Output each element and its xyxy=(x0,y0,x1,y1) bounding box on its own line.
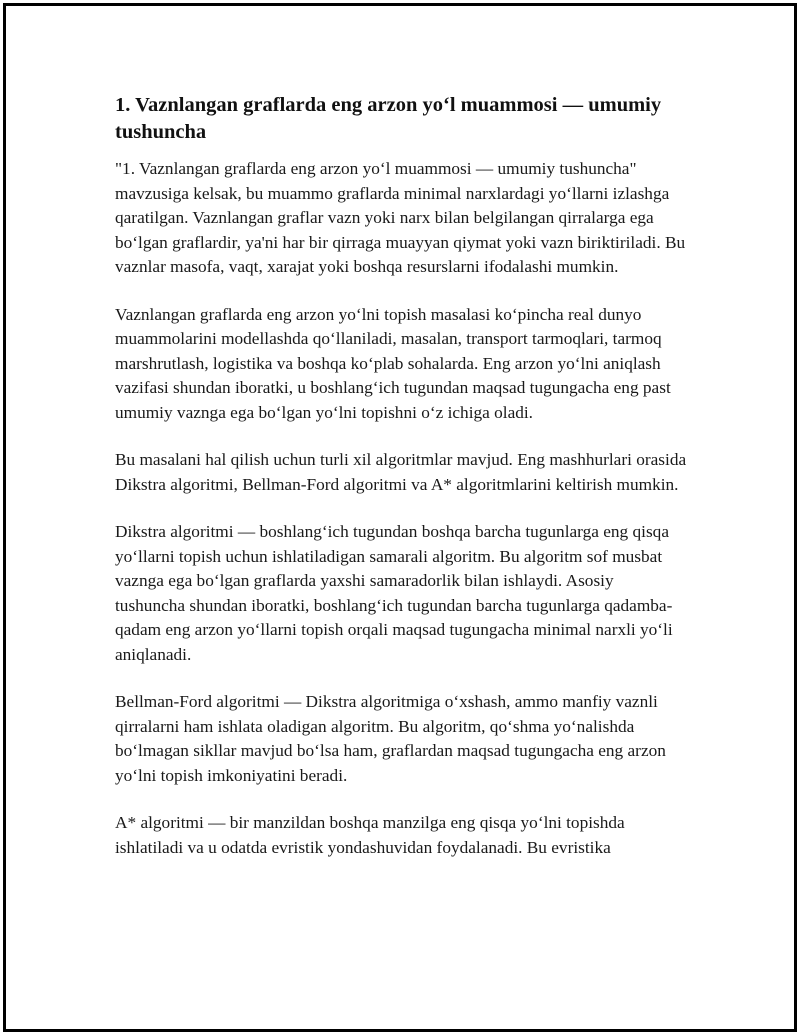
paragraph-intro: "1. Vaznlangan graflarda eng arzon yo‘l muammosi — umumiy tushuncha" mavzusiga kelsak, bu muammo graflarda minimal narxlardagi yo‘llarni izlashga qaratilgan. Vaznlangan graflar vazn yoki narx bilan belgilangan qirralarga ega bo‘lgan graflardir, ya'ni har bir qirraga muayyan qiymat yoki vazn biriktiriladi. Bu vaznlar masofa, vaqt, xarajat yoki boshqa resurslarni ifodalashi mumkin. xyxy=(115,159,686,276)
paragraph-a-star: A* algoritmi — bir manzildan boshqa manzilga eng qisqa yo‘lni topishda ishlatiladi va u odatda evristik yondashuvidan foydalanadi. Bu evristika xyxy=(115,813,625,857)
paragraph-dijkstra: Dikstra algoritmi — boshlang‘ich tugundan boshqa barcha tugunlarga eng qisqa yo‘llarni topish uchun ishlatiladigan samarali algoritm. Bu algoritm sof musbat vaznga ega bo‘lgan graflarda yaxshi samaradorlik bilan ishlaydi. Asosiy tushuncha shundan iboratki, boshlang‘ich tugundan barcha tugunlarga qadamba-qadam eng arzon yo‘llarni topish orqali maqsad tugungacha minimal narxli yo‘li aniqlanadi. xyxy=(115,522,673,664)
document-body xyxy=(115,92,687,883)
paragraph-bellman-ford: Bellman-Ford algoritmi — Dikstra algoritmiga o‘xshash, ammo manfiy vaznli qirralarni ham ishlata oladigan algoritm. Bu algoritm, qo‘shma yo‘nalishda bo‘lmagan sikllar mavjud bo‘lsa ham, graflardan maqsad tugungacha eng arzon yo‘lni topish imkoniyatini beradi. xyxy=(115,692,666,785)
paragraph-algorithms: Bu masalani hal qilish uchun turli xil algoritmlar mavjud. Eng mashhurlari orasida Dikstra algoritmi, Bellman-Ford algoritmi va A* algoritmlarini keltirish mumkin. xyxy=(115,450,687,494)
paragraph-applications: Vaznlangan graflarda eng arzon yo‘lni topish masalasi ko‘pincha real dunyo muammolarini modellashda qo‘llaniladi, masalan, transport tarmoqlari, tarmoq marshrutlash, logistika va boshqa ko‘plab sohalarda. Eng arzon yo‘lni aniqlash vazifasi shundan iboratki, u boshlang‘ich tugundan maqsad tugungacha eng past umumiy vaznga ega bo‘lgan yo‘lni topishni o‘z ichiga oladi. xyxy=(115,304,671,422)
document-heading: 1. Vaznlangan graflarda eng arzon yo‘l muammosi — umumiy tushuncha xyxy=(115,94,662,143)
